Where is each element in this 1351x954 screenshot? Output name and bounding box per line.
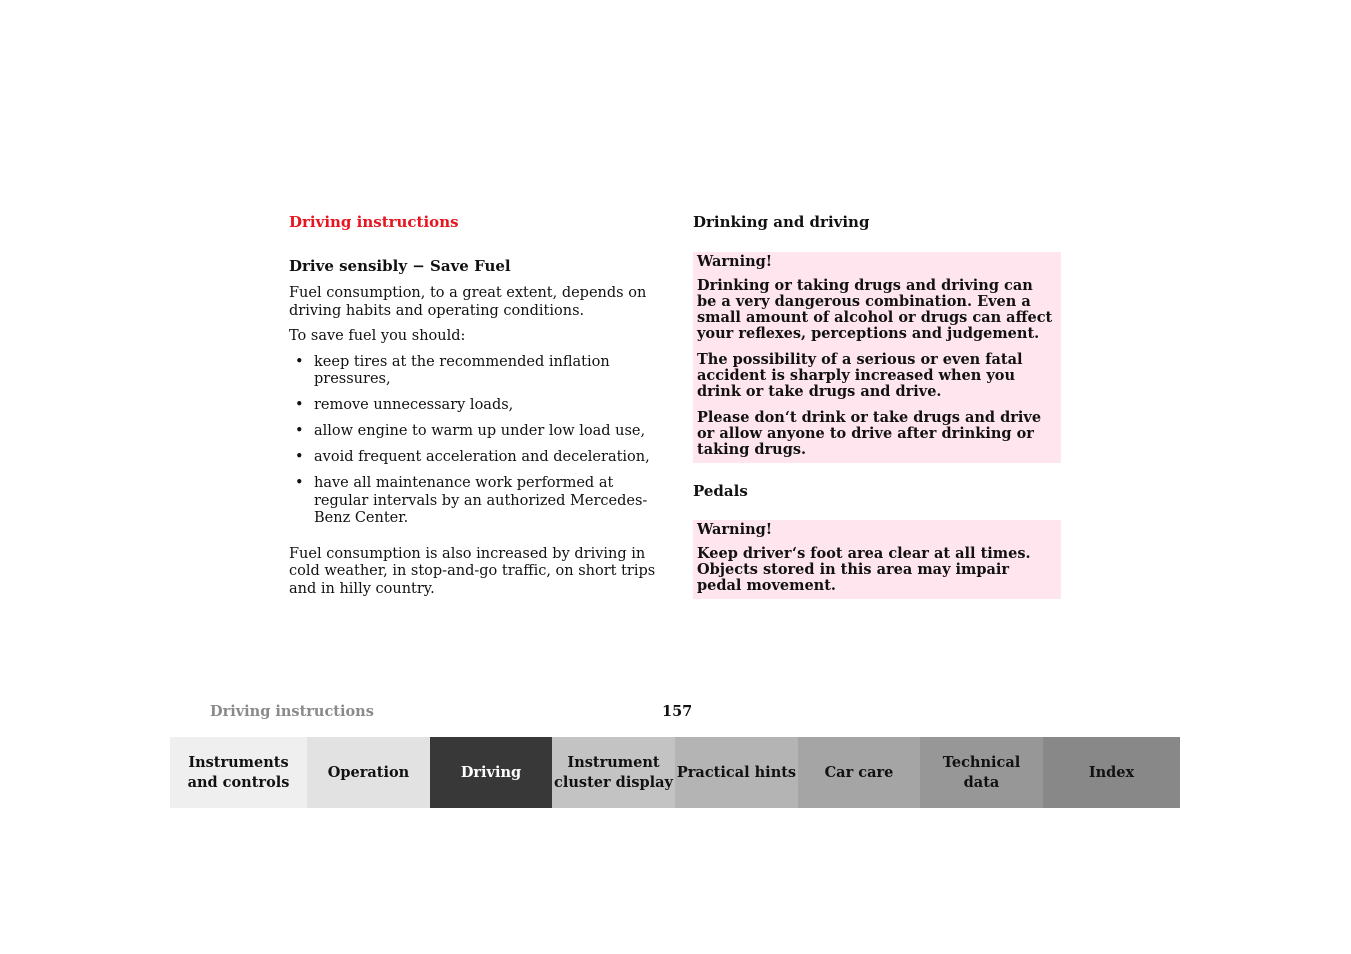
drinking-driving-title: Drinking and driving xyxy=(693,213,870,231)
list-item: • allow engine to warm up under low load use, xyxy=(295,423,646,439)
paragraph-fuel-conditions: Fuel consumption is also increased by driving in cold weather, in stop-and-go traffic, on short trips and in hilly country. xyxy=(289,545,656,597)
right-column xyxy=(693,212,1061,599)
section-title: Driving instructions xyxy=(289,213,459,231)
tab-index[interactable]: Index xyxy=(1043,737,1180,808)
tab-driving[interactable]: Driving xyxy=(430,737,552,808)
tab-practical-hints[interactable]: Practical hints xyxy=(675,737,798,808)
list-item: • have all maintenance work performed at regular intervals by an authorized Mercedes-Benz Center. xyxy=(295,475,648,526)
subheading-save-fuel: Drive sensibly − Save Fuel xyxy=(289,257,511,275)
tab-car-care[interactable]: Car care xyxy=(798,737,920,808)
bullet-icon: • xyxy=(295,423,304,439)
footer-section-label: Driving instructions xyxy=(210,703,374,720)
bullet-icon: • xyxy=(295,397,304,413)
warning-box-pedals xyxy=(693,520,1061,599)
tab-instruments-and-controls[interactable]: Instruments and controls xyxy=(170,737,307,808)
warning-box-drinking xyxy=(693,252,1061,463)
list-item: • keep tires at the recommended inflation pressures, xyxy=(295,353,610,387)
tab-operation[interactable]: Operation xyxy=(307,737,430,808)
chapter-nav-bar xyxy=(170,737,1180,808)
tab-technical-data[interactable]: Technical data xyxy=(920,737,1043,808)
left-column xyxy=(289,212,669,606)
warning-title: Warning! xyxy=(697,253,773,270)
paragraph-save-fuel-intro: To save fuel you should: xyxy=(289,328,466,344)
warning-text: The possibility of a serious or even fatal accident is sharply increased when you drink or take drugs and drive. xyxy=(697,351,1023,400)
pedals-title: Pedals xyxy=(693,482,748,500)
bullet-icon: • xyxy=(295,353,304,370)
warning-title: Warning! xyxy=(697,521,773,538)
warning-text: Drinking or taking drugs and driving can be a very dangerous combination. Even a small amount of alcohol or drugs can affect your reflexes, perceptions and judgement. xyxy=(697,277,1053,342)
list-item: • avoid frequent acceleration and deceleration, xyxy=(295,449,650,465)
fuel-tips-list xyxy=(289,354,669,528)
page-number: 157 xyxy=(662,703,693,720)
list-item: • remove unnecessary loads, xyxy=(295,397,514,413)
paragraph-fuel-consumption: Fuel consumption, to a great extent, depends on driving habits and operating conditions. xyxy=(289,285,647,319)
tab-instrument-cluster-display[interactable]: Instrument cluster display xyxy=(552,737,675,808)
bullet-icon: • xyxy=(295,475,304,491)
warning-text: Keep driver‘s foot area clear at all times. Objects stored in this area may impair pedal movement. xyxy=(697,545,1031,594)
warning-text: Please don‘t drink or take drugs and drive or allow anyone to drive after drinking or taking drugs. xyxy=(697,409,1042,458)
bullet-icon: • xyxy=(295,449,304,465)
